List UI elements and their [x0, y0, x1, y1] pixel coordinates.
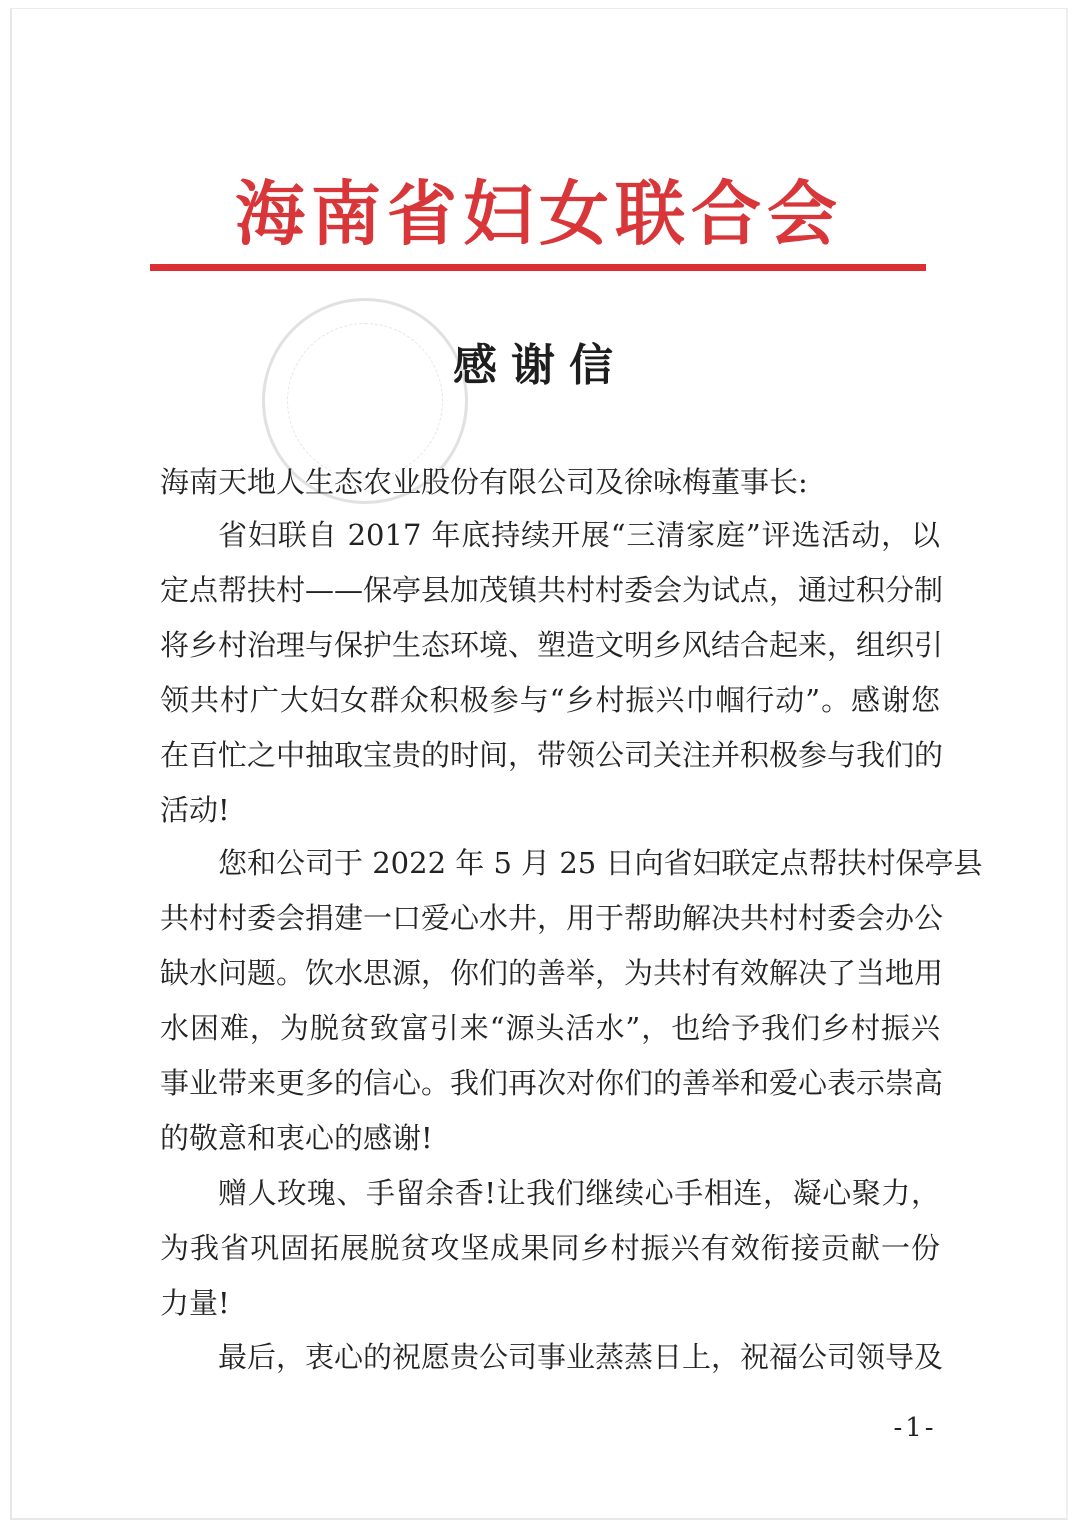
- letterhead-red-rule: [150, 264, 926, 271]
- salutation: 海南天地人生态农业股份有限公司及徐咏梅董事长:: [160, 465, 808, 499]
- paragraph-line: 您和公司于 2022 年 5 月 25 日向省妇联定点帮扶村保亭县: [218, 846, 983, 880]
- paragraph-3: [160, 1166, 940, 1331]
- paragraph-line: 领共村广大妇女群众积极参与“乡村振兴巾帼行动”。感谢您: [160, 683, 940, 717]
- paragraph-line: 缺水问题。饮水思源，你们的善举，为共村有效解决了当地用: [160, 956, 944, 990]
- paragraph-line: 为我省巩固拓展脱贫攻坚成果同乡村振兴有效衔接贡献一份: [160, 1231, 940, 1265]
- paragraph-line: 活动!: [160, 793, 230, 827]
- paragraph-line: 共村村委会捐建一口爱心水井，用于帮助解决共村村委会办公: [160, 901, 944, 935]
- paragraph-line: 的敬意和衷心的感谢!: [160, 1121, 433, 1155]
- paragraph-line: 定点帮扶村——保亭县加茂镇共村村委会为试点，通过积分制: [160, 573, 944, 607]
- paragraph-line: 最后，衷心的祝愿贵公司事业蒸蒸日上，祝福公司领导及: [218, 1340, 944, 1374]
- paragraph-1: [160, 508, 944, 838]
- paragraph-line: 在百忙之中抽取宝贵的时间，带领公司关注并积极参与我们的: [160, 738, 944, 772]
- page-number: -1-: [893, 1413, 937, 1443]
- paragraph-2: [160, 836, 983, 1166]
- paragraph-line: 赠人玫瑰、手留余香!让我们继续心手相连，凝心聚力，: [218, 1176, 940, 1210]
- paragraph-line: 省妇联自 2017 年底持续开展“三清家庭”评选活动，以: [218, 518, 940, 552]
- letterhead-organization: 海南省妇女联合会: [235, 172, 843, 255]
- document-title: 感谢信: [453, 340, 627, 391]
- paragraph-4: [160, 1330, 944, 1385]
- paragraph-line: 力量!: [160, 1286, 230, 1320]
- paragraph-line: 事业带来更多的信心。我们再次对你们的善举和爱心表示崇高: [160, 1066, 944, 1100]
- paragraph-line: 将乡村治理与保护生态环境、塑造文明乡风结合起来，组织引: [160, 628, 944, 662]
- paragraph-line: 水困难，为脱贫致富引来“源头活水”，也给予我们乡村振兴: [160, 1011, 940, 1045]
